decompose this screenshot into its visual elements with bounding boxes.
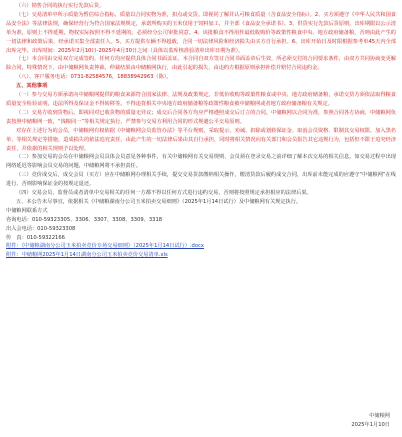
paragraph: （二）参加交易的会员在中储粮网会员具体会员意见各种事件，有关中储粮网有关交易规则、会员须在登录交易之前详细了解本次交易的相关信息。如交易过程中出现网络延迟等影响会员交易的问题，中储粮网将不承担责任。 [6,154,396,170]
paragraph: 对存在上述行为的会员，中储粮网有权依据《中储粮网会员监管办法》等平台规则，采取提示、劝诫、扣除或划转保证金、取消会员资格、限制其交易权限、加入黑名单、等相关规定等措施，造成损失的依法追究责任，由此产生的一切法律后果由其自行承担，同时将相关情况向有关部门和会员报告其它违规行为，包括但不限于追究经济责任，并依据的相关规则予以处理。 [6,127,396,152]
paragraph: 五、本公告未尽事宜，依据相关《中储粮湖南分公司玉米拍卖交易细则》（2025年1月14日试行）及中储粮网有关规定执行。 [16,198,302,205]
paragraph: （二）交易方收到货物后，即视同对已收货物的质量无异议；成交后合同各方均应严格遵照成交后订立的合同，中储粮网以合同为准，参照合同各方协商，中储粮网负责按照中储粮网一致，“钱粮同一”等相关规定执行，严禁参与交易方利用合同的形式规避公平交易原则。 [6,109,396,125]
contact-heading: 中储粮网联系方式 [6,207,48,214]
contact-listing-phone: 出入会电话：010-59323308 [6,225,76,232]
paragraph: （七）本合同由交易双方完成签约，任何方均应提供具体合同书面盖证。本合同自双方签订合同书面盖章后生效，所必须交付的合同要求条件，由双方共同协商变更解除合同，特殊情况下，由中储粮网负责仲裁，仲裁结果由中储粮网执行，由此引起的损失，由违约方根据原则承担补偿并赔付合同违约金。 [6,56,396,72]
paragraph: （三）竞价成交后，成交会员（买方）应在中储粮网办理相关手续，提交交易货款缴纳相关操作，缴清货款后履约成交合同，出库前未能完成的应遵守“中储粮网”在线进行，否则影响保证金的按规定退还。 [6,172,396,188]
paragraph: （六）销售合同的执行实行先款后货。 [16,3,105,9]
paragraph: （一）参与交易方须承诺向中储粮网提供的粮食来源符合国家法律、法规及政策规定，非低价收购等政策性粮食或中央、地方政府储备粮，承诺交货方须依法取得粮食质量安全检验证明，违法所得及保证金不得转移等。不得违背相关中央地方政府储备粮等政策性粮食被中储粮网或者地方政府储备粮有关规定。 [6,92,396,107]
contact-phone: 咨询电话：010-59323305、3306、3307、3308、3309、3318 [6,216,163,223]
contact-fax: 传 真：010-59322166 [6,234,65,241]
attachment-link-rules[interactable]: 附件：《中储粮湖南分公司玉米拍卖竞价专场交易细则》（2025年1月14日试行）.docx [6,243,204,250]
section-heading: 五、其他事项 [16,83,48,90]
announcement-body [6,2,396,207]
paragraph: （四）交易会员、监督员或者清单中交易相关的任何一方都不得以任何方式进行违约交易，否则将按照规定承担相应的法律后果。 [16,190,312,197]
signature-org: 中储粮网 [369,413,390,419]
paragraph: （八）、客户服务电话：0731-82584576，18838942963（陈）。 [16,74,172,81]
paragraph: （七）交易清单中所示质量为暂估综合指标，质量以合同实物为准，扣点或交货。即视同了解并认可粮食质量（含食品安全指标）。2、买方须遵守《中华人民共和国食品安全法》等法律法规，确保经营行为符合国家法规规定，承诺所购买的玉米仅用于饲料加工，并全部《食品安全承诺书》。3、供货实行先款后货原则，出库期限以公示清单为准，原则上不得延期，物权实际按照不得不延期的，必须经分公司审批同意。4、该批粮食不得用作最低收购价等政策性粮食中央、地方政府储备粮，否则由此产生的一切法律和政策后果，经承诺买集全部责任人。5、买方提供车辆不得超载，合同一切法律风险和经济损失由买方自行承担。6、出库开始日及时限根据参考单45天内全部出库完毕。出库时间：2025年2月10日-2025年4月30日之间（具体以监库核准验清单出库日期为准）。 [6,11,396,54]
attachment-link-list[interactable]: 附件：中储粮网2025年1月14日湖南分公司玉米拍卖竞价交易清单.xls [6,252,168,259]
signature-date: 2025年1月10日 [351,422,390,428]
